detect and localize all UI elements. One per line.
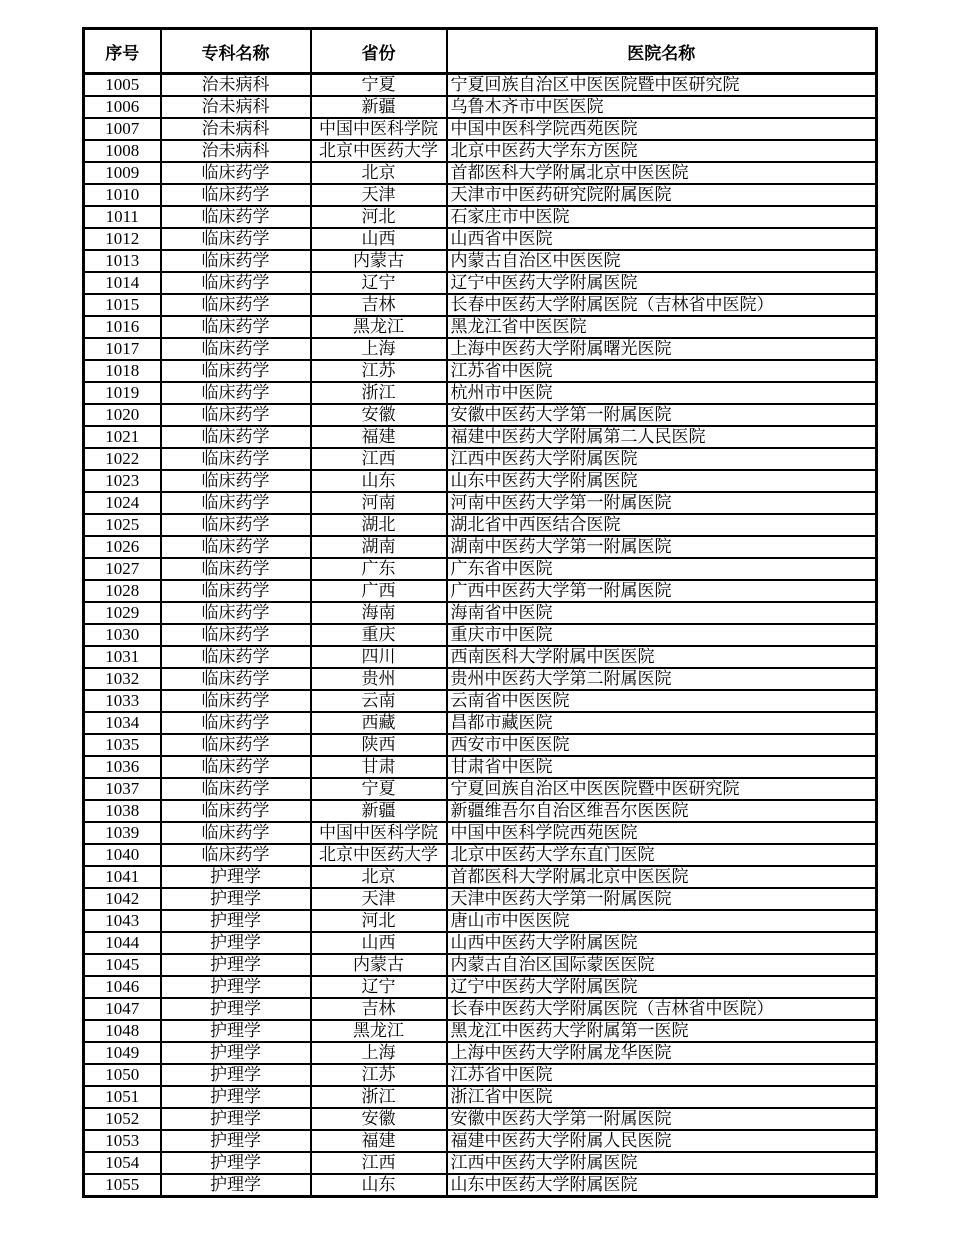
cell-hospital: 昌都市藏医院 (447, 712, 877, 734)
cell-province: 陕西 (311, 734, 447, 756)
table-row (84, 998, 877, 1020)
cell-hospital: 江苏省中医院 (447, 360, 877, 382)
cell-hospital: 江西中医药大学附属医院 (447, 448, 877, 470)
table-row (84, 492, 877, 514)
cell-province: 吉林 (311, 294, 447, 316)
cell-province: 福建 (311, 1130, 447, 1152)
cell-province: 山东 (311, 470, 447, 492)
cell-index: 1024 (84, 492, 161, 514)
cell-index: 1023 (84, 470, 161, 492)
cell-hospital: 内蒙古自治区中医医院 (447, 250, 877, 272)
table-header (84, 29, 877, 74)
cell-specialty: 临床药学 (161, 778, 311, 800)
table-row (84, 1174, 877, 1197)
cell-specialty: 临床药学 (161, 492, 311, 514)
cell-specialty: 临床药学 (161, 316, 311, 338)
cell-specialty: 护理学 (161, 1130, 311, 1152)
cell-index: 1027 (84, 558, 161, 580)
cell-index: 1017 (84, 338, 161, 360)
cell-index: 1033 (84, 690, 161, 712)
cell-hospital: 安徽中医药大学第一附属医院 (447, 1108, 877, 1130)
cell-index: 1016 (84, 316, 161, 338)
column-header-province: 省份 (311, 29, 447, 74)
table-row (84, 954, 877, 976)
cell-hospital: 北京中医药大学东直门医院 (447, 844, 877, 866)
table-row (84, 1108, 877, 1130)
cell-specialty: 护理学 (161, 932, 311, 954)
cell-index: 1042 (84, 888, 161, 910)
cell-specialty: 临床药学 (161, 844, 311, 866)
cell-specialty: 治未病科 (161, 118, 311, 140)
cell-province: 四川 (311, 646, 447, 668)
table-row (84, 624, 877, 646)
cell-specialty: 临床药学 (161, 272, 311, 294)
table-row (84, 646, 877, 668)
cell-index: 1044 (84, 932, 161, 954)
cell-province: 河北 (311, 206, 447, 228)
table-row (84, 228, 877, 250)
cell-hospital: 山西省中医院 (447, 228, 877, 250)
cell-province: 贵州 (311, 668, 447, 690)
cell-specialty: 临床药学 (161, 360, 311, 382)
cell-province: 黑龙江 (311, 316, 447, 338)
cell-specialty: 临床药学 (161, 690, 311, 712)
column-header-hospital: 医院名称 (447, 29, 877, 74)
cell-specialty: 临床药学 (161, 250, 311, 272)
cell-province: 上海 (311, 338, 447, 360)
table-row (84, 756, 877, 778)
cell-index: 1030 (84, 624, 161, 646)
cell-specialty: 临床药学 (161, 822, 311, 844)
cell-specialty: 临床药学 (161, 448, 311, 470)
cell-index: 1019 (84, 382, 161, 404)
cell-hospital: 中国中医科学院西苑医院 (447, 118, 877, 140)
cell-specialty: 临床药学 (161, 338, 311, 360)
table-row (84, 580, 877, 602)
cell-index: 1009 (84, 162, 161, 184)
cell-hospital: 北京中医药大学东方医院 (447, 140, 877, 162)
cell-index: 1038 (84, 800, 161, 822)
cell-index: 1028 (84, 580, 161, 602)
cell-hospital: 内蒙古自治区国际蒙医医院 (447, 954, 877, 976)
cell-hospital: 浙江省中医院 (447, 1086, 877, 1108)
cell-province: 新疆 (311, 800, 447, 822)
cell-specialty: 护理学 (161, 866, 311, 888)
cell-province: 中国中医科学院 (311, 822, 447, 844)
cell-index: 1031 (84, 646, 161, 668)
cell-specialty: 临床药学 (161, 184, 311, 206)
table-row (84, 1064, 877, 1086)
cell-index: 1013 (84, 250, 161, 272)
table-row (84, 206, 877, 228)
cell-specialty: 护理学 (161, 1064, 311, 1086)
cell-hospital: 天津中医药大学第一附属医院 (447, 888, 877, 910)
cell-index: 1008 (84, 140, 161, 162)
cell-province: 湖南 (311, 536, 447, 558)
table-row (84, 822, 877, 844)
cell-province: 北京 (311, 162, 447, 184)
cell-hospital: 中国中医科学院西苑医院 (447, 822, 877, 844)
cell-province: 福建 (311, 426, 447, 448)
cell-province: 山东 (311, 1174, 447, 1197)
cell-province: 广东 (311, 558, 447, 580)
cell-hospital: 山西中医药大学附属医院 (447, 932, 877, 954)
cell-specialty: 护理学 (161, 1086, 311, 1108)
cell-specialty: 临床药学 (161, 382, 311, 404)
cell-province: 内蒙古 (311, 954, 447, 976)
cell-specialty: 护理学 (161, 976, 311, 998)
cell-hospital: 唐山市中医医院 (447, 910, 877, 932)
cell-province: 辽宁 (311, 976, 447, 998)
cell-index: 1032 (84, 668, 161, 690)
cell-province: 天津 (311, 184, 447, 206)
table-row (84, 668, 877, 690)
cell-hospital: 海南省中医院 (447, 602, 877, 624)
table-row (84, 558, 877, 580)
cell-specialty: 临床药学 (161, 404, 311, 426)
cell-province: 北京中医药大学 (311, 140, 447, 162)
cell-province: 吉林 (311, 998, 447, 1020)
cell-hospital: 上海中医药大学附属曙光医院 (447, 338, 877, 360)
cell-province: 浙江 (311, 1086, 447, 1108)
table-row (84, 910, 877, 932)
cell-hospital: 山东中医药大学附属医院 (447, 1174, 877, 1197)
table-row (84, 690, 877, 712)
cell-index: 1026 (84, 536, 161, 558)
cell-hospital: 湖北省中西医结合医院 (447, 514, 877, 536)
cell-index: 1053 (84, 1130, 161, 1152)
cell-hospital: 杭州市中医院 (447, 382, 877, 404)
cell-province: 安徽 (311, 1108, 447, 1130)
cell-index: 1020 (84, 404, 161, 426)
cell-province: 山西 (311, 228, 447, 250)
hospital-table (82, 27, 878, 1198)
header-row (84, 29, 877, 74)
cell-specialty: 临床药学 (161, 470, 311, 492)
table-row (84, 382, 877, 404)
cell-hospital: 首都医科大学附属北京中医医院 (447, 162, 877, 184)
table-row (84, 96, 877, 118)
cell-province: 河南 (311, 492, 447, 514)
cell-hospital: 新疆维吾尔自治区维吾尔医医院 (447, 800, 877, 822)
cell-province: 黑龙江 (311, 1020, 447, 1042)
table-row (84, 866, 877, 888)
cell-specialty: 临床药学 (161, 294, 311, 316)
cell-specialty: 临床药学 (161, 162, 311, 184)
cell-index: 1021 (84, 426, 161, 448)
column-header-specialty: 专科名称 (161, 29, 311, 74)
cell-province: 上海 (311, 1042, 447, 1064)
cell-index: 1018 (84, 360, 161, 382)
cell-hospital: 上海中医药大学附属龙华医院 (447, 1042, 877, 1064)
cell-province: 中国中医科学院 (311, 118, 447, 140)
cell-hospital: 云南省中医医院 (447, 690, 877, 712)
cell-index: 1040 (84, 844, 161, 866)
table-row (84, 250, 877, 272)
cell-province: 山西 (311, 932, 447, 954)
cell-province: 甘肃 (311, 756, 447, 778)
cell-province: 新疆 (311, 96, 447, 118)
cell-province: 天津 (311, 888, 447, 910)
cell-specialty: 护理学 (161, 998, 311, 1020)
cell-specialty: 护理学 (161, 1152, 311, 1174)
cell-hospital: 安徽中医药大学第一附属医院 (447, 404, 877, 426)
cell-province: 内蒙古 (311, 250, 447, 272)
cell-province: 河北 (311, 910, 447, 932)
cell-hospital: 宁夏回族自治区中医医院暨中医研究院 (447, 74, 877, 97)
table-row (84, 140, 877, 162)
cell-specialty: 临床药学 (161, 646, 311, 668)
table-row (84, 74, 877, 97)
table-row (84, 426, 877, 448)
cell-index: 1048 (84, 1020, 161, 1042)
cell-index: 1037 (84, 778, 161, 800)
cell-index: 1034 (84, 712, 161, 734)
cell-specialty: 护理学 (161, 954, 311, 976)
cell-hospital: 西安市中医医院 (447, 734, 877, 756)
cell-province: 江西 (311, 448, 447, 470)
cell-index: 1011 (84, 206, 161, 228)
table-row (84, 360, 877, 382)
cell-specialty: 临床药学 (161, 536, 311, 558)
cell-specialty: 临床药学 (161, 624, 311, 646)
cell-index: 1014 (84, 272, 161, 294)
cell-province: 浙江 (311, 382, 447, 404)
cell-province: 重庆 (311, 624, 447, 646)
cell-hospital: 江苏省中医院 (447, 1064, 877, 1086)
cell-index: 1015 (84, 294, 161, 316)
table-row (84, 1130, 877, 1152)
cell-province: 江西 (311, 1152, 447, 1174)
cell-index: 1041 (84, 866, 161, 888)
cell-index: 1036 (84, 756, 161, 778)
cell-hospital: 石家庄市中医院 (447, 206, 877, 228)
cell-index: 1045 (84, 954, 161, 976)
table-row (84, 470, 877, 492)
cell-hospital: 广西中医药大学第一附属医院 (447, 580, 877, 602)
cell-province: 北京中医药大学 (311, 844, 447, 866)
cell-hospital: 甘肃省中医院 (447, 756, 877, 778)
cell-province: 安徽 (311, 404, 447, 426)
table-row (84, 1020, 877, 1042)
table-row (84, 162, 877, 184)
cell-province: 宁夏 (311, 778, 447, 800)
cell-hospital: 长春中医药大学附属医院（吉林省中医院） (447, 998, 877, 1020)
cell-specialty: 临床药学 (161, 206, 311, 228)
cell-specialty: 护理学 (161, 1174, 311, 1197)
cell-index: 1051 (84, 1086, 161, 1108)
cell-specialty: 临床药学 (161, 602, 311, 624)
cell-hospital: 西南医科大学附属中医医院 (447, 646, 877, 668)
cell-index: 1022 (84, 448, 161, 470)
table-row (84, 778, 877, 800)
cell-specialty: 治未病科 (161, 96, 311, 118)
table-row (84, 734, 877, 756)
cell-index: 1006 (84, 96, 161, 118)
cell-hospital: 黑龙江省中医医院 (447, 316, 877, 338)
cell-specialty: 临床药学 (161, 426, 311, 448)
cell-specialty: 临床药学 (161, 756, 311, 778)
table-row (84, 118, 877, 140)
table-row (84, 514, 877, 536)
cell-hospital: 河南中医药大学第一附属医院 (447, 492, 877, 514)
cell-specialty: 护理学 (161, 888, 311, 910)
cell-province: 广西 (311, 580, 447, 602)
cell-hospital: 黑龙江中医药大学附属第一医院 (447, 1020, 877, 1042)
cell-specialty: 临床药学 (161, 668, 311, 690)
cell-province: 西藏 (311, 712, 447, 734)
table-row (84, 800, 877, 822)
cell-index: 1012 (84, 228, 161, 250)
table-row (84, 844, 877, 866)
cell-specialty: 临床药学 (161, 514, 311, 536)
table-row (84, 932, 877, 954)
cell-hospital: 山东中医药大学附属医院 (447, 470, 877, 492)
cell-index: 1005 (84, 74, 161, 97)
cell-hospital: 长春中医药大学附属医院（吉林省中医院） (447, 294, 877, 316)
table-row (84, 976, 877, 998)
cell-specialty: 护理学 (161, 1042, 311, 1064)
cell-hospital: 辽宁中医药大学附属医院 (447, 272, 877, 294)
cell-index: 1052 (84, 1108, 161, 1130)
cell-specialty: 临床药学 (161, 800, 311, 822)
cell-province: 海南 (311, 602, 447, 624)
cell-index: 1007 (84, 118, 161, 140)
cell-specialty: 护理学 (161, 1020, 311, 1042)
table-row (84, 1042, 877, 1064)
cell-hospital: 贵州中医药大学第二附属医院 (447, 668, 877, 690)
cell-index: 1050 (84, 1064, 161, 1086)
table-row (84, 448, 877, 470)
cell-index: 1043 (84, 910, 161, 932)
cell-index: 1039 (84, 822, 161, 844)
table-row (84, 404, 877, 426)
cell-province: 江苏 (311, 360, 447, 382)
table-row (84, 712, 877, 734)
cell-index: 1010 (84, 184, 161, 206)
cell-specialty: 临床药学 (161, 712, 311, 734)
cell-hospital: 辽宁中医药大学附属医院 (447, 976, 877, 998)
cell-hospital: 广东省中医院 (447, 558, 877, 580)
cell-hospital: 重庆市中医院 (447, 624, 877, 646)
cell-hospital: 福建中医药大学附属人民医院 (447, 1130, 877, 1152)
cell-index: 1047 (84, 998, 161, 1020)
table-body (84, 74, 877, 1197)
cell-index: 1035 (84, 734, 161, 756)
cell-hospital: 首都医科大学附属北京中医医院 (447, 866, 877, 888)
cell-province: 辽宁 (311, 272, 447, 294)
cell-province: 云南 (311, 690, 447, 712)
cell-specialty: 临床药学 (161, 228, 311, 250)
cell-hospital: 天津市中医药研究院附属医院 (447, 184, 877, 206)
table-row (84, 272, 877, 294)
cell-hospital: 湖南中医药大学第一附属医院 (447, 536, 877, 558)
cell-province: 江苏 (311, 1064, 447, 1086)
table-row (84, 602, 877, 624)
column-header-index: 序号 (84, 29, 161, 74)
cell-index: 1046 (84, 976, 161, 998)
cell-specialty: 临床药学 (161, 734, 311, 756)
cell-specialty: 护理学 (161, 910, 311, 932)
cell-specialty: 护理学 (161, 1108, 311, 1130)
cell-province: 北京 (311, 866, 447, 888)
cell-province: 湖北 (311, 514, 447, 536)
cell-index: 1025 (84, 514, 161, 536)
cell-index: 1054 (84, 1152, 161, 1174)
cell-index: 1029 (84, 602, 161, 624)
cell-index: 1055 (84, 1174, 161, 1197)
cell-hospital: 宁夏回族自治区中医医院暨中医研究院 (447, 778, 877, 800)
cell-specialty: 治未病科 (161, 74, 311, 97)
cell-specialty: 临床药学 (161, 558, 311, 580)
table-row (84, 338, 877, 360)
table-row (84, 316, 877, 338)
table-row (84, 536, 877, 558)
cell-index: 1049 (84, 1042, 161, 1064)
table-row (84, 294, 877, 316)
table-row (84, 1152, 877, 1174)
cell-hospital: 乌鲁木齐市中医医院 (447, 96, 877, 118)
cell-hospital: 福建中医药大学附属第二人民医院 (447, 426, 877, 448)
table-row (84, 1086, 877, 1108)
table-row (84, 184, 877, 206)
table-row (84, 888, 877, 910)
cell-province: 宁夏 (311, 74, 447, 97)
cell-specialty: 临床药学 (161, 580, 311, 602)
cell-specialty: 治未病科 (161, 140, 311, 162)
cell-hospital: 江西中医药大学附属医院 (447, 1152, 877, 1174)
